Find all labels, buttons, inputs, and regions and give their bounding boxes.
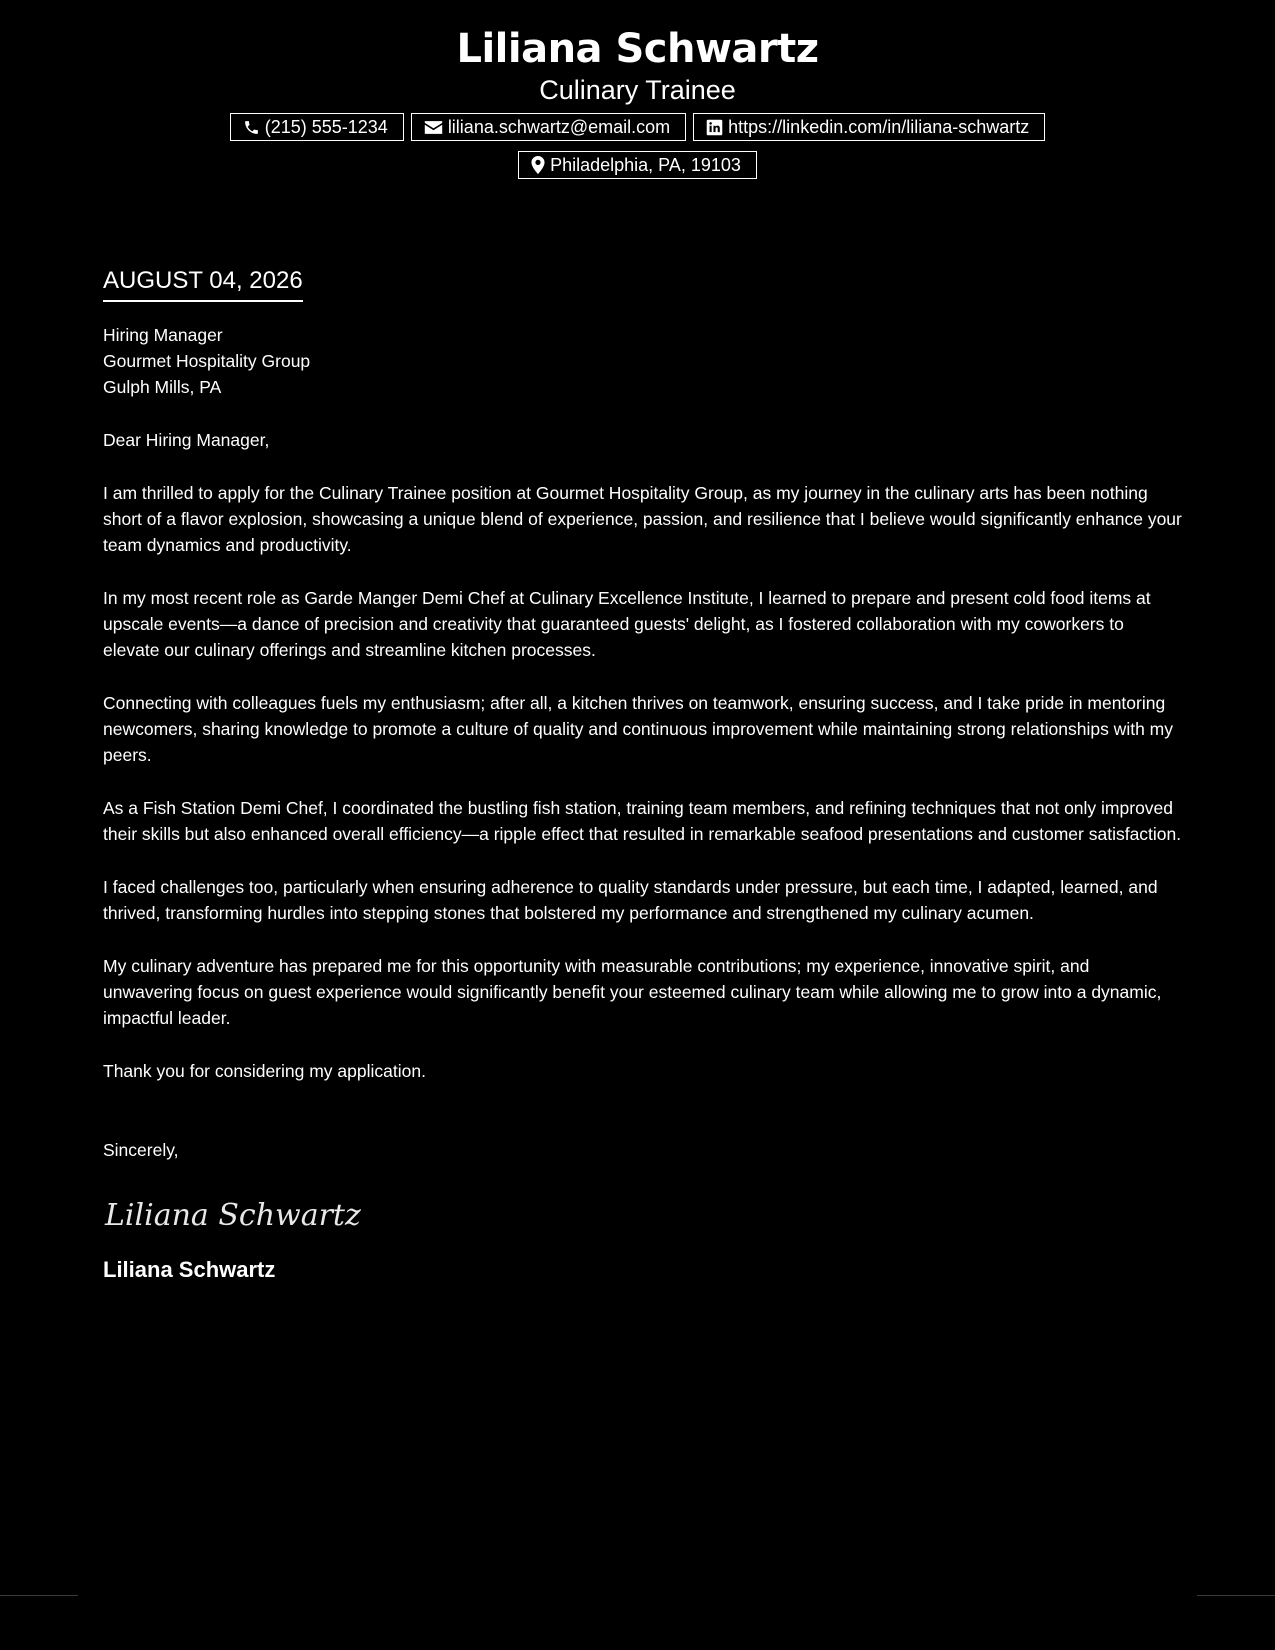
applicant-role: Culinary Trainee bbox=[539, 75, 736, 105]
recipient-location: Gulph Mills, PA bbox=[103, 377, 222, 397]
phone-icon bbox=[243, 119, 260, 136]
footer-divider-right bbox=[1197, 1595, 1275, 1596]
body-paragraph: In my most recent role as Garde Manger Demi Chef at Culinary Excellence Institute, I learned to prepare and present cold food items at upscale events—a dance of precision and creativity that guaranteed guests' delight, as I fostered collaboration with my coworkers to elevate our culinary offerings and streamline kitchen processes. bbox=[103, 588, 1151, 660]
envelope-icon bbox=[424, 120, 443, 135]
date-block bbox=[103, 264, 303, 302]
footer-divider-left bbox=[0, 1595, 78, 1596]
signer-name: Liliana Schwartz bbox=[103, 1257, 276, 1282]
recipient-company: Gourmet Hospitality Group bbox=[103, 351, 311, 371]
signature-text: Liliana Schwartz bbox=[105, 1198, 361, 1233]
contact-phone-text: (215) 555-1234 bbox=[264, 116, 388, 137]
letter-body bbox=[103, 264, 1183, 1285]
signature-image bbox=[103, 1185, 1183, 1241]
salutation: Dear Hiring Manager, bbox=[103, 430, 270, 450]
closing-thanks: Thank you for considering my application. bbox=[103, 1061, 426, 1081]
contact-email[interactable] bbox=[411, 113, 686, 141]
contact-linkedin[interactable] bbox=[693, 113, 1045, 141]
map-pin-icon bbox=[531, 156, 545, 174]
letter-header bbox=[0, 22, 1275, 106]
body-paragraph: As a Fish Station Demi Chef, I coordinated the bustling fish station, training team members, and refining techniques that not only improved their skills but also enhanced overall efficiency—a ripple effect that resulted in remarkable seafood presentations and customer satisfaction. bbox=[103, 798, 1182, 844]
signoff: Sincerely, bbox=[103, 1140, 179, 1160]
contact-row-location bbox=[0, 151, 1275, 179]
contact-linkedin-text: https://linkedin.com/in/liliana-schwartz bbox=[728, 116, 1030, 137]
body-paragraph: I am thrilled to apply for the Culinary Trainee position at Gourmet Hospitality Group, as my journey in the culinary arts has been nothing short of a flavor explosion, showcasing a unique blend of experience, passion, and resilience that I believe would significantly enhance your team dynamics and productivity. bbox=[103, 483, 1182, 555]
body-paragraph: My culinary adventure has prepared me for this opportunity with measurable contributions; my experience, innovative spirit, and unwavering focus on guest experience would significantly benefit your esteemed culinary team while allowing me to grow into a dynamic, impactful leader. bbox=[103, 956, 1162, 1028]
linkedin-icon bbox=[706, 119, 723, 136]
recipient-title: Hiring Manager bbox=[103, 325, 223, 345]
contact-location-text: Philadelphia, PA, 19103 bbox=[550, 154, 741, 175]
letter-date: AUGUST 04, 2026 bbox=[103, 267, 303, 294]
applicant-name: Liliana Schwartz bbox=[456, 26, 819, 72]
contact-location[interactable] bbox=[518, 151, 757, 179]
contact-row bbox=[0, 113, 1275, 141]
contact-email-text: liliana.schwartz@email.com bbox=[447, 116, 671, 137]
body-paragraph: I faced challenges too, particularly when ensuring adherence to quality standards under pressure, but each time, I adapted, learned, and thrived, transforming hurdles into stepping stones that bolstered my performance and strengthened my culinary acumen. bbox=[103, 877, 1158, 923]
recipient-block bbox=[103, 322, 1183, 400]
contact-phone[interactable] bbox=[230, 113, 404, 141]
body-paragraph: Connecting with colleagues fuels my enthusiasm; after all, a kitchen thrives on teamwork, ensuring success, and I take pride in mentoring newcomers, sharing knowledge to promote a culture of quality and continuous improvement while maintaining strong relationships with my peers. bbox=[103, 693, 1173, 765]
